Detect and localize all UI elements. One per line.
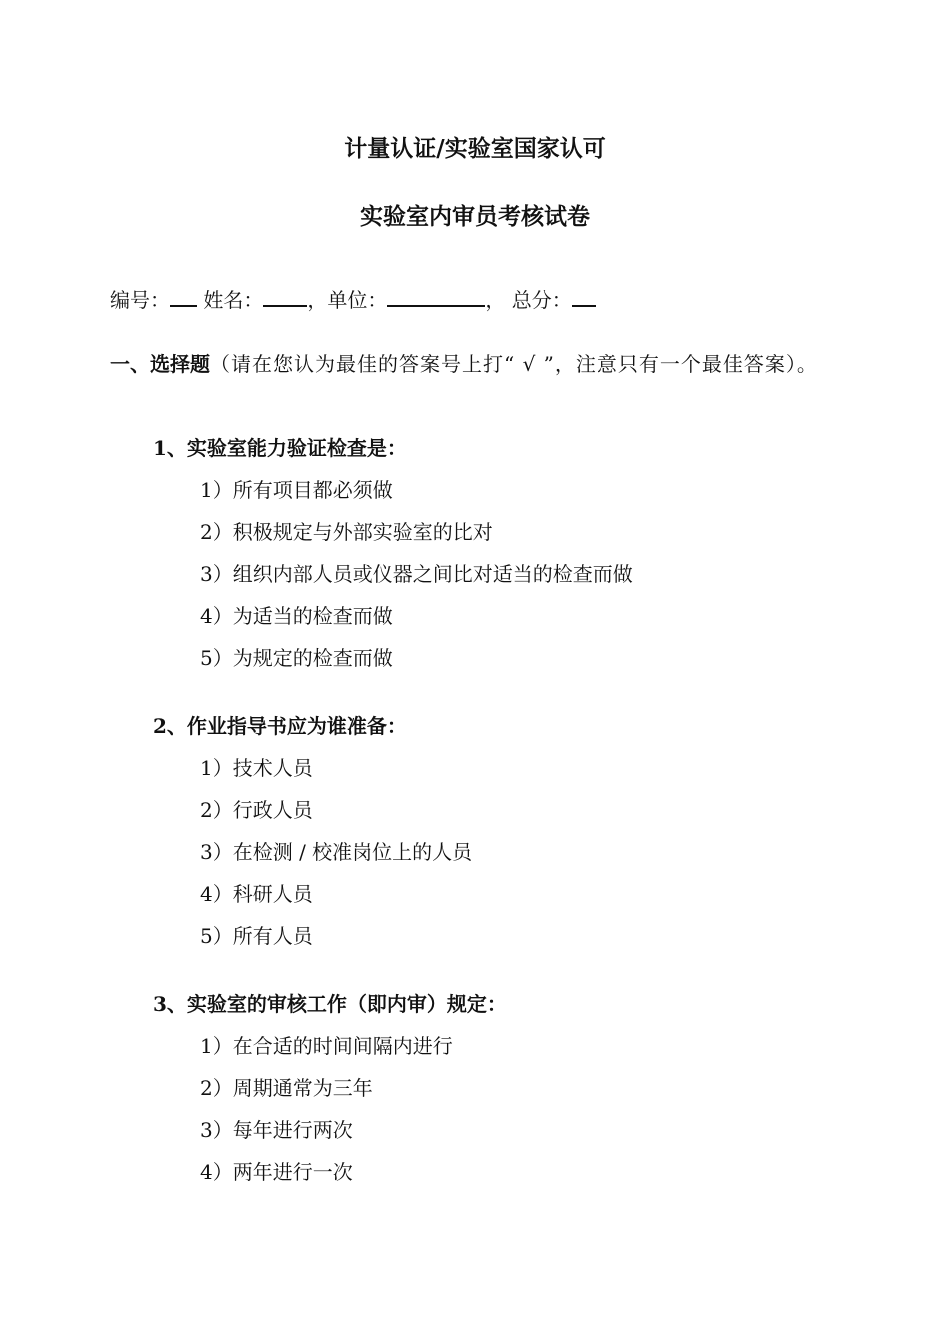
q2-option-5[interactable]: 5）所有人员 bbox=[200, 924, 313, 948]
unit-blank[interactable] bbox=[387, 283, 485, 307]
q3-option-4[interactable]: 4）两年进行一次 bbox=[200, 1160, 353, 1184]
q1-option-3[interactable]: 3）组织内部人员或仪器之间比对适当的检查而做 bbox=[200, 562, 633, 586]
section-instruction: （请在您认为最佳的答案号上打“ √ ”，注意只有一个最佳答案）。 bbox=[210, 352, 818, 376]
name-blank[interactable] bbox=[263, 283, 307, 307]
total-score-label: ， 总分： bbox=[485, 288, 572, 312]
candidate-info-line bbox=[110, 283, 596, 315]
q3-option-3[interactable]: 3）每年进行两次 bbox=[200, 1118, 353, 1142]
document-subtitle: 实验室内审员考核试卷 bbox=[360, 203, 590, 230]
number-label: 编号： bbox=[110, 288, 170, 312]
q2-option-4[interactable]: 4）科研人员 bbox=[200, 882, 313, 906]
section-heading: 一、选择题 bbox=[110, 352, 210, 376]
q1-option-4[interactable]: 4）为适当的检查而做 bbox=[200, 604, 393, 628]
total-score-blank[interactable] bbox=[572, 283, 596, 307]
unit-label: ，单位： bbox=[307, 288, 388, 312]
q2-option-3[interactable]: 3）在检测 / 校准岗位上的人员 bbox=[200, 840, 473, 864]
q3-option-2[interactable]: 2）周期通常为三年 bbox=[200, 1076, 373, 1100]
section-header bbox=[110, 343, 860, 385]
question-2: 2、作业指导书应为谁准备： bbox=[153, 714, 407, 738]
document-title: 计量认证/实验室国家认可 bbox=[344, 135, 606, 162]
number-blank[interactable] bbox=[170, 283, 197, 307]
q3-option-1[interactable]: 1）在合适的时间间隔内进行 bbox=[200, 1034, 453, 1058]
name-label: 姓名： bbox=[203, 288, 264, 312]
q2-option-2[interactable]: 2）行政人员 bbox=[200, 798, 313, 822]
q1-option-1[interactable]: 1）所有项目都必须做 bbox=[200, 478, 393, 502]
q1-option-5[interactable]: 5）为规定的检查而做 bbox=[200, 646, 393, 670]
q2-option-1[interactable]: 1）技术人员 bbox=[200, 756, 313, 780]
question-3: 3、实验室的审核工作（即内审）规定： bbox=[153, 992, 507, 1016]
question-1: 1、实验室能力验证检查是： bbox=[153, 436, 407, 460]
q1-option-2[interactable]: 2）积极规定与外部实验室的比对 bbox=[200, 520, 493, 544]
